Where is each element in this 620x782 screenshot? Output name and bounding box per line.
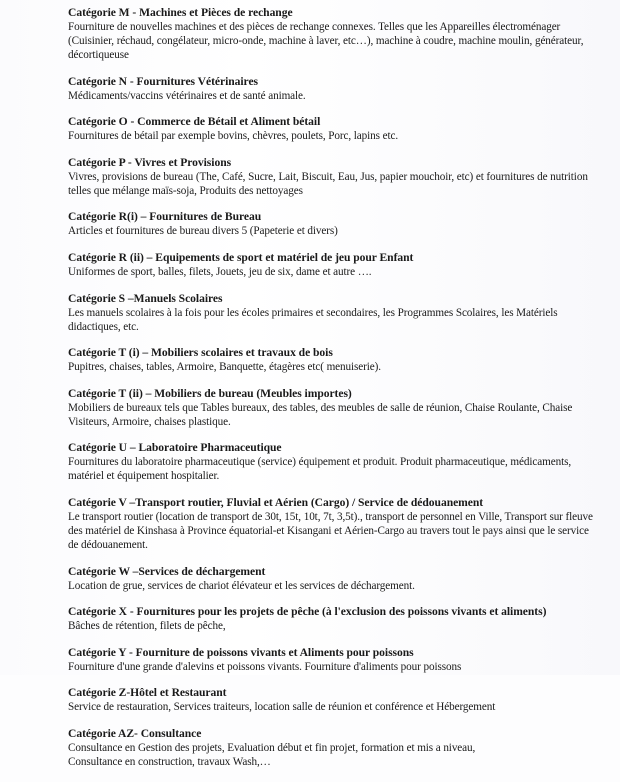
category-title: Catégorie W –Services de déchargement [68, 564, 266, 578]
category-title: Catégorie X - Fournitures pour les projets de pêche (à l'exclusion des poissons vivants et aliments) [68, 605, 547, 619]
category-title: Catégorie N - Fournitures Vétérinaires [68, 74, 258, 88]
category-description [68, 401, 613, 429]
description-line: Les manuels scolaires à la fois pour les écoles primaires et secondaires, les Programmes Scolaires, les Matériels [68, 306, 558, 319]
category-description [68, 700, 613, 714]
category-description [68, 510, 613, 552]
description-line: Médicaments/vaccins vétérinaires et de santé animale. [68, 89, 306, 102]
category-title: Catégorie V –Transport routier, Fluvial et Aérien (Cargo) / Service de dédouanement [68, 495, 484, 509]
description-line: Visiteurs, Armoire, chaises plastique. [68, 415, 231, 428]
category-description [68, 265, 613, 279]
description-line: Fourniture d'une grande d'alevins et poissons vivants. Fourniture d'aliments pour poissons [68, 660, 462, 673]
category-section [68, 292, 613, 334]
category-section [68, 156, 613, 198]
category-title: Catégorie O - Commerce de Bétail et Aliment bétail [68, 115, 321, 129]
category-section [68, 75, 613, 103]
category-title: Catégorie R(i) – Fournitures de Bureau [68, 210, 262, 224]
category-section [68, 565, 613, 593]
category-description [68, 579, 613, 593]
category-title: Catégorie Y - Fourniture de poissons vivants et Aliments pour poissons [68, 645, 414, 659]
description-line: Fournitures de bétail par exemple bovins, chèvres, poulets, Porc, lapins etc. [68, 130, 399, 143]
category-title: Catégorie S –Manuels Scolaires [68, 291, 223, 305]
category-description [68, 360, 613, 374]
description-line: (Cuisinier, réchaud, congélateur, micro-onde, machine à laver, etc…), machine à coudre, machine moulin, générateur, [68, 35, 584, 47]
category-section [68, 346, 613, 374]
category-section [68, 727, 613, 769]
category-title: Catégorie R (ii) – Equipements de sport et matériel de jeu pour Enfant [68, 250, 414, 264]
category-description [68, 306, 613, 334]
category-title: Catégorie P - Vivres et Provisions [68, 155, 232, 169]
description-line: Consultance en construction, travaux Wash,… [68, 755, 271, 768]
category-description [68, 129, 613, 143]
category-description [68, 89, 613, 103]
category-section [68, 496, 613, 552]
category-description [68, 170, 613, 198]
description-line: Location de grue, services de chariot élévateur et les services de déchargement. [68, 579, 415, 592]
description-line: des matériel de Kinshasa à Province équatorial-et Kisangani et Aérien-Cargo au travers tout le pays ainsi que le service [68, 524, 589, 537]
description-line: Fourniture de nouvelles machines et des pièces de rechange connexes. Telles que les Appareilles électroménager [68, 21, 561, 33]
category-description [68, 619, 613, 633]
description-line: Fournitures du laboratoire pharmaceutique (service) équipement et produit. Produit pharmaceutique, médicaments, [68, 456, 572, 469]
category-title: Catégorie T (i) – Mobiliers scolaires et travaux de bois [68, 346, 333, 360]
category-section [68, 646, 613, 674]
category-section [68, 251, 613, 279]
category-description [68, 741, 613, 769]
category-section [68, 115, 613, 143]
category-section [68, 6, 613, 62]
description-line: Service de restauration, Services traiteurs, location salle de réunion et conférence et Hébergement [68, 701, 496, 714]
category-title: Catégorie T (ii) – Mobiliers de bureau (Meubles importes) [68, 386, 352, 400]
category-description [68, 224, 613, 238]
category-description [68, 455, 613, 483]
category-title: Catégorie Z-Hôtel et Restaurant [68, 686, 227, 700]
category-section [68, 210, 613, 238]
description-line: Articles et fournitures de bureau divers 5 (Papeterie et divers) [68, 225, 338, 238]
category-section [68, 387, 613, 429]
description-line: Mobiliers de bureaux tels que Tables bureaux, des tables, des meubles de salle de réunion, Chaise Roulante, Chaise [68, 401, 573, 414]
description-line: Consultance en Gestion des projets, Evaluation début et fin projet, formation et mis a niveau, [68, 741, 476, 754]
description-line: de dédouanement. [68, 538, 148, 551]
description-line: didactiques, etc. [68, 320, 139, 333]
description-line: Le transport routier (location de transport de 30t, 15t, 10t, 7t, 3,5t)., transport de personnel en Ville, Transport sur fleuve [68, 510, 593, 523]
category-description [68, 660, 613, 674]
category-list [68, 6, 613, 782]
description-line: Vivres, provisions de bureau (The, Café, Sucre, Lait, Biscuit, Eau, Jus, papier mouchoir, etc) et fournitures de nutrition [68, 170, 588, 183]
description-line: matériel et équipement hospitalier. [68, 470, 220, 483]
category-title: Catégorie AZ- Consultance [68, 726, 202, 740]
category-section [68, 441, 613, 483]
description-line: Uniformes de sport, balles, filets, Jouets, jeu de six, dame et autre …. [68, 265, 372, 278]
category-title: Catégorie U – Laboratoire Pharmaceutique [68, 441, 282, 455]
category-title: Catégorie M - Machines et Pièces de rechange [68, 6, 293, 19]
description-line: Pupitres, chaises, tables, Armoire, Banquette, étagères etc( menuiserie). [68, 361, 381, 374]
category-section [68, 605, 613, 633]
category-section [68, 686, 613, 714]
description-line: décortiqueuse [68, 49, 129, 61]
category-description [68, 20, 613, 62]
description-line: telles que mélange maïs-soja, Produits des nettoyages [68, 184, 303, 197]
description-line: Bâches de rétention, filets de pêche, [68, 620, 226, 633]
